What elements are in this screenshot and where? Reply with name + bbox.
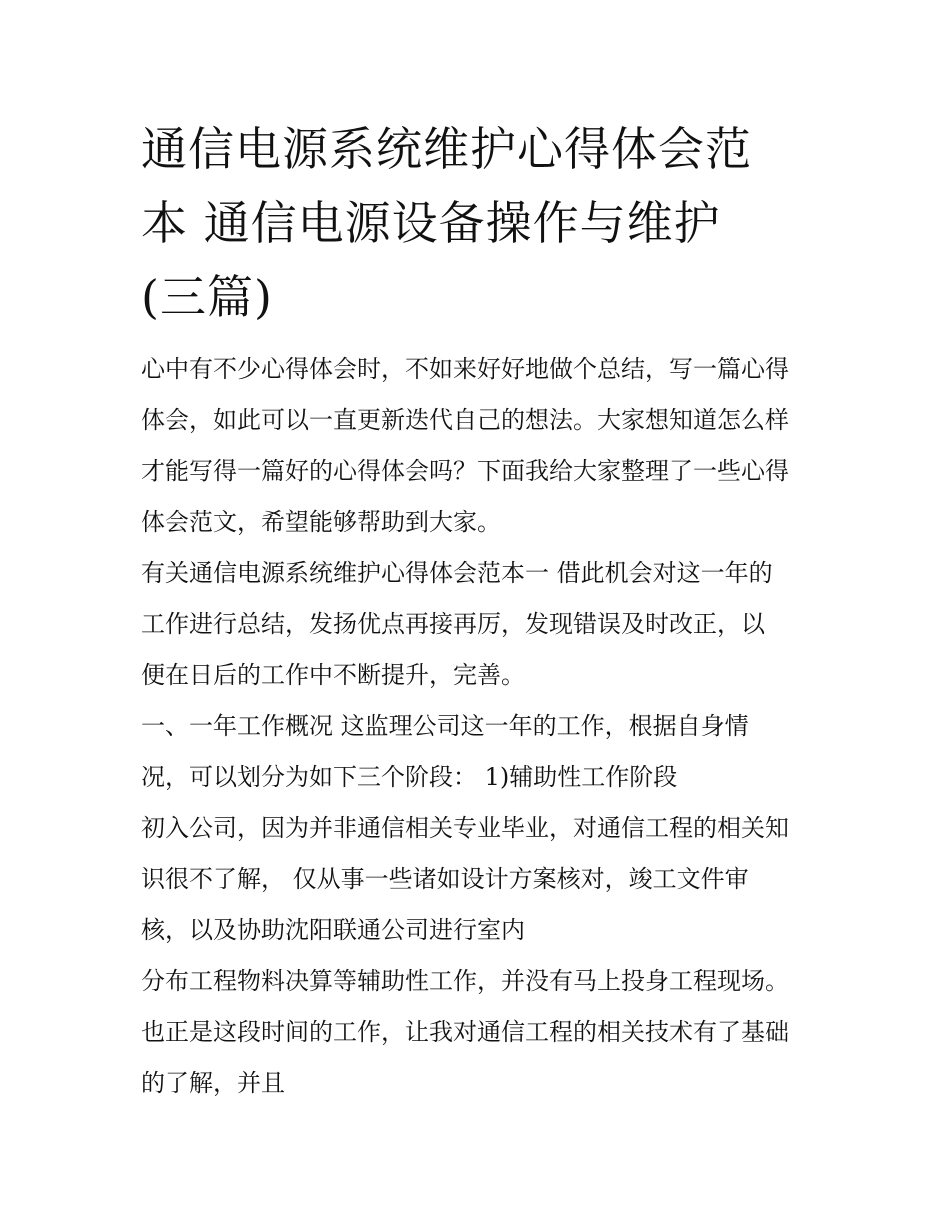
document-content bbox=[141, 112, 813, 1109]
paragraph-work-overview bbox=[141, 701, 813, 803]
text-line: 也正是这段时间的工作，让我对通信工程的相关技术有了基础 bbox=[141, 1018, 789, 1046]
text-line: 工作进行总结，发扬优点再接再厉，发现错误及时改正，以 bbox=[141, 610, 765, 638]
document-body bbox=[141, 344, 813, 1109]
text-line: 便在日后的工作中不断提升，完善。 bbox=[141, 661, 525, 689]
text-line: 有关通信电源系统维护心得体会范本一 借此机会对这一年的 bbox=[141, 559, 773, 587]
title-line-2: 本 通信电源设备操作与维护 bbox=[141, 196, 721, 250]
text-line: 才能写得一篇好的心得体会吗？下面我给大家整理了一些心得 bbox=[141, 457, 789, 485]
text-line: 一、一年工作概况 这监理公司这一年的工作，根据自身情 bbox=[141, 712, 749, 740]
text-line: 初入公司，因为并非通信相关专业毕业，对通信工程的相关知 bbox=[141, 814, 789, 842]
text-line: 识很不了解， 仅从事一些诸如设计方案核对，竣工文件审 bbox=[141, 865, 749, 893]
document-title bbox=[141, 112, 813, 334]
title-line-1: 通信电源系统维护心得体会范 bbox=[141, 122, 752, 176]
text-line: 分布工程物料决算等辅助性工作，并没有马上投身工程现场。 bbox=[141, 967, 789, 995]
title-line-3: (三篇) bbox=[141, 270, 273, 324]
text-line: 体会范文，希望能够帮助到大家。 bbox=[141, 508, 501, 536]
text-line: 的了解，并且 bbox=[141, 1069, 285, 1097]
paragraph-intro bbox=[141, 344, 813, 548]
paragraph-joining-company bbox=[141, 803, 813, 956]
text-line: 心中有不少心得体会时，不如来好好地做个总结，写一篇心得 bbox=[141, 355, 789, 383]
text-line: 体会，如此可以一直更新迭代自己的想法。大家想知道怎么样 bbox=[141, 406, 789, 434]
text-line: 况，可以划分为如下三个阶段： 1)辅助性工作阶段 bbox=[141, 763, 678, 791]
paragraph-auxiliary-work bbox=[141, 956, 813, 1109]
text-line: 核，以及协助沈阳联通公司进行室内 bbox=[141, 916, 525, 944]
paragraph-sample-one-intro bbox=[141, 548, 813, 701]
